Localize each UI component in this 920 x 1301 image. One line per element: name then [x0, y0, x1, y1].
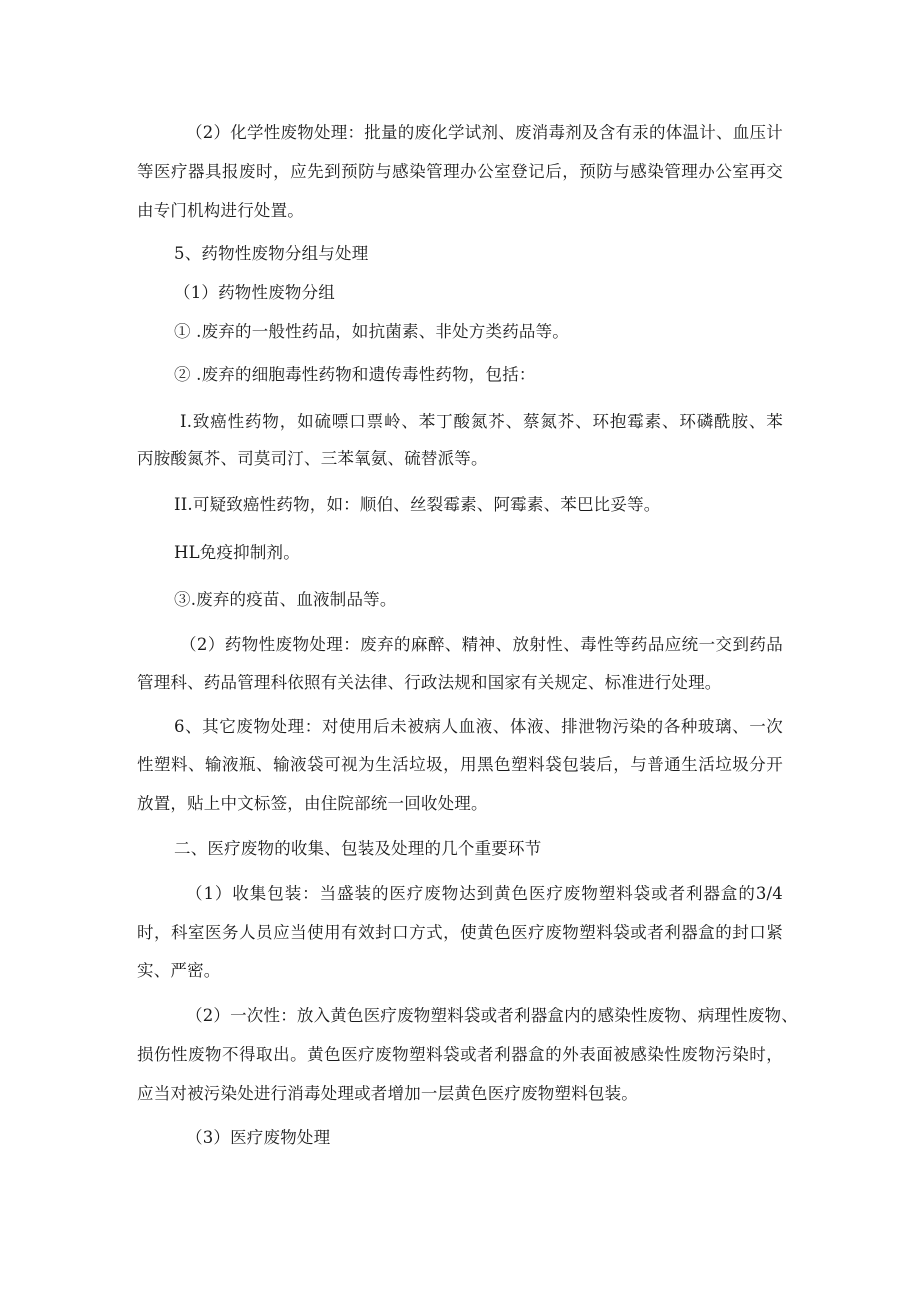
subsection-heading: （1）药物性废物分组 [174, 283, 335, 302]
text-line: ② .废弃的细胞毒性药物和遗传毒性药物，包括： [174, 365, 536, 384]
text-line: 管理科、药品管理科依照有关法律、行政法规和国家有关规定、标准进行处理。 [137, 673, 722, 692]
text-line: 丙胺酸氮芥、司莫司汀、三苯氧氨、硫替派等。 [137, 449, 488, 468]
text-line: 由专门机构进行处置。 [137, 201, 304, 220]
text-line: 应当对被污染处进行消毒处理或者增加一层黄色医疗废物塑料包装。 [137, 1084, 638, 1103]
text-line: （2）一次性：放入黄色医疗废物塑料袋或者利器盒内的感染性废物、病理性废物、 [186, 1006, 798, 1025]
text-line: ③.废弃的疫苗、血液制品等。 [174, 590, 397, 609]
section-heading: 5、药物性废物分组与处理 [174, 244, 369, 263]
text-line: 性塑料、输液瓶、输液袋可视为生活垃圾，用黑色塑料袋包装后，与普通生活垃圾分开 [137, 755, 783, 774]
text-line: 放置，贴上中文标签，由住院部统一回收处理。 [137, 794, 488, 813]
text-line: 等医疗器具报废时，应先到预防与感染管理办公室登记后，预防与感染管理办公室再交 [137, 162, 783, 181]
text-line: ① .废弃的一般性药品，如抗菌素、非处方类药品等。 [174, 322, 569, 341]
text-line: （1）收集包装：当盛装的医疗废物达到黄色医疗废物塑料袋或者利器盒的3/4 [186, 884, 783, 903]
text-line: 时，科室医务人员应当使用有效封口方式，使黄色医疗废物塑料袋或者利器盒的封口紧 [137, 923, 783, 942]
text-line: （2）药物性废物处理：废弃的麻醉、精神、放射性、毒性等药品应统一交到药品 [180, 635, 783, 654]
text-line: 6、其它废物处理：对使用后未被病人血液、体液、排泄物污染的各种玻璃、一次 [174, 717, 783, 736]
text-line: I.致癌性药物，如硫嘌口票岭、苯丁酸氮芥、蔡氮芥、环抱霉素、环磷酰胺、苯 [180, 412, 783, 431]
section-heading: 二、医疗废物的收集、包装及处理的几个重要环节 [174, 839, 542, 858]
text-line: 损伤性废物不得取出。黄色医疗废物塑料袋或者利器盒的外表面被感染性废物污染时， [137, 1045, 783, 1064]
subsection-heading: （3）医疗废物处理 [186, 1128, 331, 1147]
text-line: 实、严密。 [137, 961, 221, 980]
text-line: （2）化学性废物处理：批量的废化学试剂、废消毒剂及含有汞的体温计、血压计 [186, 123, 783, 142]
text-line: II.可疑致癌性药物，如：顺伯、丝裂霉素、阿霉素、苯巴比妥等。 [174, 495, 661, 514]
text-line: HL免疫抑制剂。 [174, 543, 300, 562]
